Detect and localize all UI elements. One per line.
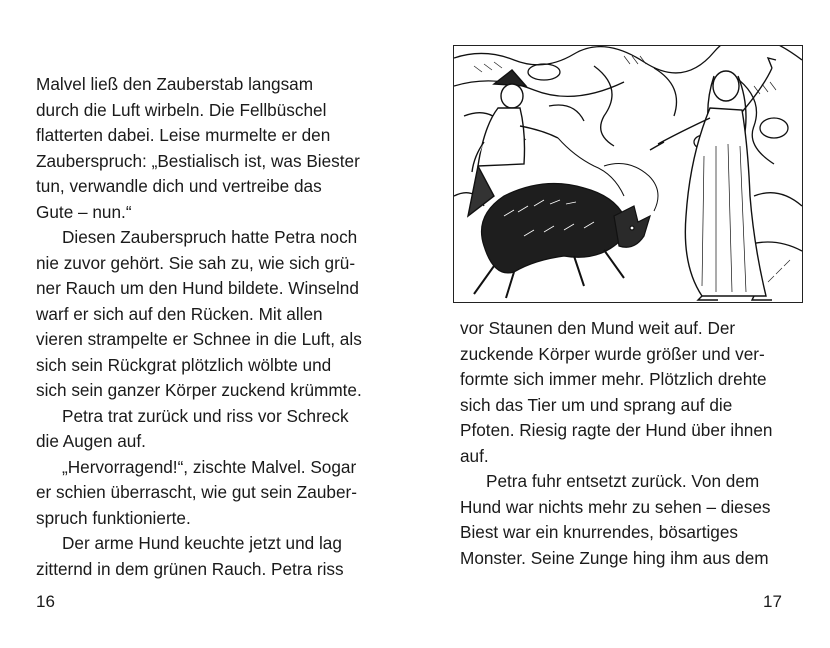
text-line: „Hervorragend!“, zischte Malvel. Sogar <box>62 456 357 477</box>
text-line: sich das Tier um und sprang auf die <box>460 394 733 415</box>
text-line: zuckende Körper wurde größer und ver- <box>460 343 765 364</box>
text-line: Petra fuhr entsetzt zurück. Von dem <box>486 471 760 491</box>
text-line: ner Rauch um den Hund bildete. Winselnd <box>36 278 359 298</box>
text-line: er schien überrascht, wie gut sein Zauber- <box>36 482 357 502</box>
text-line: vieren strampelte er Schnee in die Luft, als <box>36 329 362 349</box>
text-line: Monster. Seine Zunge hing ihm aus dem <box>460 547 769 568</box>
text-line: tun, verwandle dich und vertreibe das <box>36 176 322 196</box>
right-page-text <box>460 316 772 571</box>
page-number-right: 17 <box>763 592 782 611</box>
text-line: Pfoten. Riesig ragte der Hund über ihnen <box>460 420 773 440</box>
text-line: Petra trat zurück und riss vor Schreck <box>62 405 349 426</box>
text-line: vor Staunen den Mund weit auf. Der <box>460 318 736 338</box>
page-number-left: 16 <box>36 592 55 611</box>
left-page-text <box>36 72 362 582</box>
text-line: Biest war ein knurrendes, bösartiges <box>460 522 739 542</box>
text-line: sich sein ganzer Körper zuckend krümmte. <box>36 380 362 400</box>
text-line: formte sich immer mehr. Plötzlich drehte <box>460 369 767 389</box>
text-line: Diesen Zauberspruch hatte Petra noch <box>62 227 358 247</box>
text-line: flatterten dabei. Leise murmelte er den <box>36 125 331 145</box>
text-line: warf er sich auf den Rücken. Mit allen <box>36 303 323 324</box>
text-line: spruch funktionierte. <box>36 507 191 528</box>
text-line: Gute – nun.“ <box>36 201 132 222</box>
right-page <box>415 0 830 648</box>
text-line: sich sein Rückgrat plötzlich wölbte und <box>36 354 332 375</box>
text-line: Der arme Hund keuchte jetzt und lag <box>62 533 342 553</box>
text-line: die Augen auf. <box>36 431 146 451</box>
text-line: Hund war nichts mehr zu sehen – dieses <box>460 496 771 517</box>
illustration-wizard-beast <box>453 45 803 303</box>
text-line: nie zuvor gehört. Sie sah zu, wie sich grü- <box>36 252 356 273</box>
text-line: Zauberspruch: „Bestialisch ist, was Biester <box>36 150 360 171</box>
text-line: Malvel ließ den Zauberstab langsam <box>36 74 314 94</box>
text-line: zitternd in dem grünen Rauch. Petra riss <box>36 558 344 579</box>
text-line: durch die Luft wirbeln. Die Fellbüschel <box>36 99 327 120</box>
text-line: auf. <box>460 445 489 466</box>
illustration-drawing <box>454 46 802 302</box>
